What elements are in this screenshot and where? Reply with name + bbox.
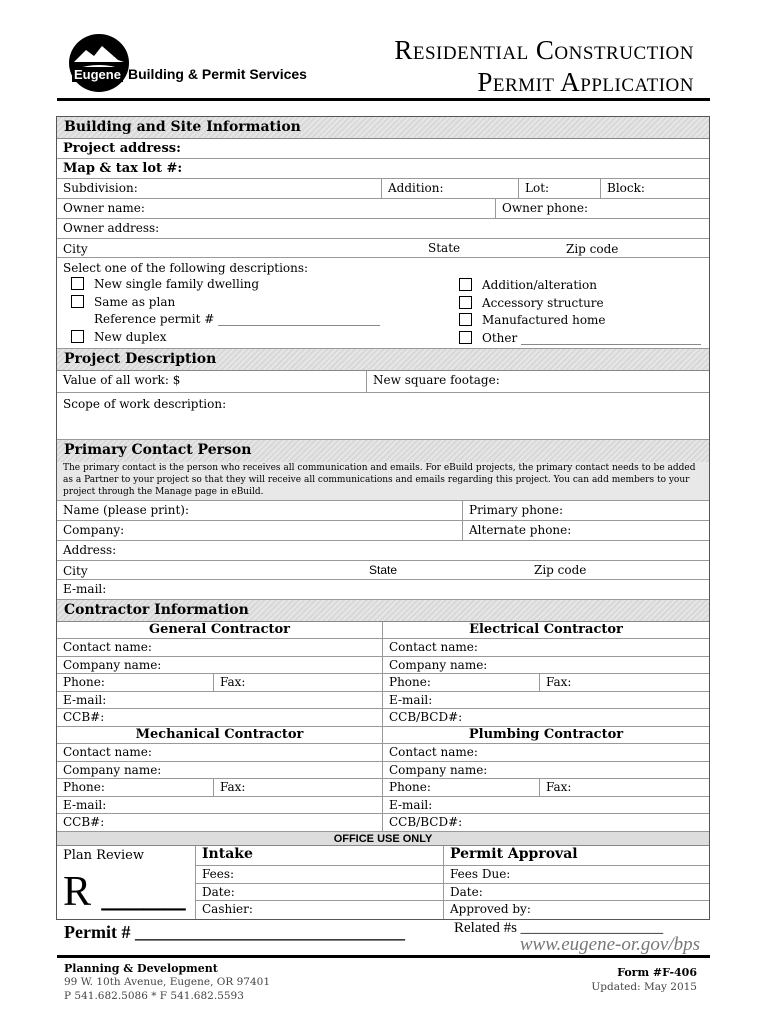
general-heading: General Contractor: [57, 622, 382, 639]
zip-label: Zip code: [566, 242, 619, 256]
option-new-sfd[interactable]: New single family dwelling: [71, 276, 380, 294]
permit-number[interactable]: Permit # ______________________________: [64, 922, 405, 942]
plumbing-contractor: [383, 727, 709, 832]
electrical-heading: Electrical Contractor: [383, 622, 709, 639]
subdivision-row: [57, 179, 709, 199]
option-same-as-plan[interactable]: Same as plan: [71, 294, 380, 312]
project-address-field[interactable]: Project address:: [57, 139, 709, 159]
electrical-contractor: [383, 622, 709, 727]
pc-ccb[interactable]: CCB/BCD#:: [383, 814, 709, 832]
primary-phone-field[interactable]: Primary phone:: [469, 503, 564, 517]
ec-ccb[interactable]: CCB/BCD#:: [383, 709, 709, 727]
office-use-label: OFFICE USE ONLY: [57, 832, 709, 846]
dept-address: 99 W. 10th Avenue, Eugene, OR 97401: [64, 976, 270, 988]
city-label: City: [63, 242, 88, 256]
city-label: City: [63, 564, 88, 578]
company-field[interactable]: Company:: [57, 521, 463, 540]
lot-field[interactable]: Lot:: [519, 179, 601, 198]
mc-email[interactable]: E-mail:: [57, 797, 382, 815]
page-title: Residential Construction Permit Application: [394, 35, 694, 97]
mechanical-heading: Mechanical Contractor: [57, 727, 382, 744]
section-primary-contact: Primary Contact Person: [57, 440, 709, 462]
dept-name: Planning & Development: [64, 962, 218, 975]
checkbox[interactable]: [71, 295, 84, 308]
intake-fees[interactable]: Fees:: [196, 866, 443, 884]
ec-email[interactable]: E-mail:: [383, 692, 709, 710]
ec-company[interactable]: Company name:: [383, 657, 709, 675]
checkbox[interactable]: [71, 330, 84, 343]
page-header: [0, 0, 770, 100]
scope-field[interactable]: Scope of work description:: [57, 393, 709, 440]
addition-field[interactable]: Addition:: [382, 179, 519, 198]
ec-contact[interactable]: Contact name:: [383, 639, 709, 657]
contractor-grid-top: [57, 622, 709, 727]
plumbing-heading: Plumbing Contractor: [383, 727, 709, 744]
header-rule: [57, 98, 710, 101]
approval-fees-due[interactable]: Fees Due:: [444, 866, 709, 884]
select-instruction: Select one of the following descriptions:: [63, 261, 309, 275]
value-row: [57, 371, 709, 393]
sqft-field[interactable]: New square footage:: [373, 373, 500, 387]
checkbox[interactable]: [459, 296, 472, 309]
contractor-grid-bottom: [57, 727, 709, 832]
option-new-duplex[interactable]: New duplex: [71, 329, 380, 347]
value-field[interactable]: Value of all work: $: [57, 371, 367, 392]
gc-email[interactable]: E-mail:: [57, 692, 382, 710]
state-label: State: [369, 563, 398, 577]
checkbox[interactable]: [459, 278, 472, 291]
mc-ccb[interactable]: CCB#:: [57, 814, 382, 832]
application-form: [56, 116, 710, 920]
mc-contact[interactable]: Contact name:: [57, 744, 382, 762]
mc-phone-row[interactable]: Phone: Fax:: [57, 779, 382, 797]
pc-company[interactable]: Company name:: [383, 762, 709, 780]
gc-phone-row[interactable]: Phone: Fax:: [57, 674, 382, 692]
form-number: Form #F-406: [617, 966, 697, 979]
option-other[interactable]: Other ______________________________: [459, 330, 701, 348]
map-tax-field[interactable]: Map & tax lot #:: [57, 159, 709, 179]
option-manufactured[interactable]: Manufactured home: [459, 312, 701, 330]
contact-name-field[interactable]: Name (please print):: [57, 501, 463, 520]
owner-phone-field[interactable]: Owner phone:: [502, 201, 588, 215]
pc-phone-row[interactable]: Phone: Fax:: [383, 779, 709, 797]
intake: Intake Fees: Date: Cashier:: [196, 846, 444, 919]
section-contractor: Contractor Information: [57, 600, 709, 622]
description-options: [57, 258, 709, 349]
company-row: [57, 521, 709, 541]
updated-date: Updated: May 2015: [591, 981, 697, 993]
option-addition[interactable]: Addition/alteration: [459, 277, 701, 295]
contact-address-field[interactable]: Address:: [57, 541, 709, 561]
section-project-description: Project Description: [57, 349, 709, 371]
general-contractor: [57, 622, 383, 727]
pc-contact[interactable]: Contact name:: [383, 744, 709, 762]
intake-cashier[interactable]: Cashier:: [202, 902, 253, 917]
eugene-logo: [68, 32, 130, 92]
related-numbers[interactable]: Related #s ___________________: [454, 920, 664, 936]
permit-approval: Permit Approval Fees Due: Date: Approved by:: [444, 846, 709, 919]
contact-city-row[interactable]: [57, 561, 709, 580]
owner-row: [57, 199, 709, 219]
intake-date[interactable]: Date:: [196, 884, 443, 902]
approval-approved-by[interactable]: Approved by:: [450, 902, 531, 917]
subdivision-field[interactable]: Subdivision:: [57, 179, 382, 198]
mechanical-contractor: [57, 727, 383, 832]
checkbox[interactable]: [459, 331, 472, 344]
contact-email-field[interactable]: E-mail:: [57, 580, 709, 600]
pc-email[interactable]: E-mail:: [383, 797, 709, 815]
block-field[interactable]: Block:: [607, 181, 645, 195]
gc-ccb[interactable]: CCB#:: [57, 709, 382, 727]
section-building-site: Building and Site Information: [57, 117, 709, 139]
ec-phone-row[interactable]: Phone: Fax:: [383, 674, 709, 692]
logo-text: Eugene: [74, 67, 121, 82]
plan-review: Plan Review R ____: [57, 846, 196, 919]
checkbox[interactable]: [459, 313, 472, 326]
gc-company[interactable]: Company name:: [57, 657, 382, 675]
approval-date[interactable]: Date:: [444, 884, 709, 902]
contact-name-row: [57, 501, 709, 521]
contact-note: The primary contact is the person who receives all communication and emails. For eBuild projects, the primary contact needs to be added as a Partner to your project so that they will receive all communications and emails regarding this project. You can add members to your project through the Manage page in eBuild.: [57, 462, 709, 501]
owner-city-row[interactable]: [57, 239, 709, 258]
state-label: State: [428, 241, 461, 255]
service-name: Building & Permit Services: [128, 66, 307, 82]
option-reference-permit[interactable]: Reference permit # ___________________________: [94, 312, 381, 326]
footer-rule: [57, 955, 710, 958]
office-section: [57, 846, 709, 919]
option-accessory[interactable]: Accessory structure: [459, 295, 701, 313]
plan-review-r: R ____: [63, 868, 186, 915]
dept-phone: P 541.682.5086 * F 541.682.5593: [64, 990, 244, 1002]
owner-name-field[interactable]: Owner name:: [57, 199, 496, 218]
mc-company[interactable]: Company name:: [57, 762, 382, 780]
owner-address-field[interactable]: Owner address:: [57, 219, 709, 239]
gc-contact[interactable]: Contact name:: [57, 639, 382, 657]
alt-phone-field[interactable]: Alternate phone:: [469, 523, 572, 537]
website-url[interactable]: www.eugene-or.gov/bps: [519, 934, 700, 955]
zip-label: Zip code: [534, 563, 587, 577]
checkbox[interactable]: [71, 277, 84, 290]
